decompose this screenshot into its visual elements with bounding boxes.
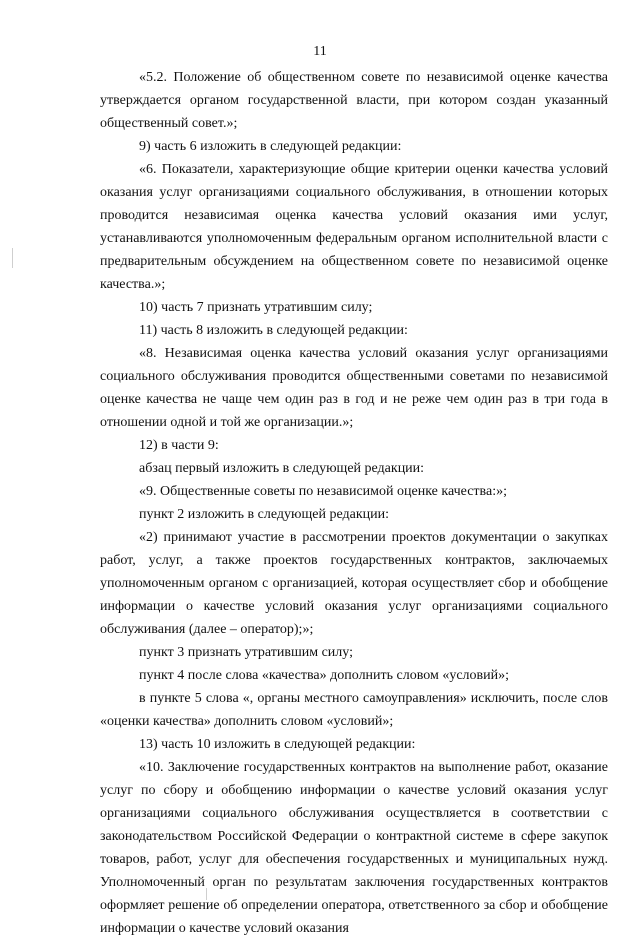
paragraph-part-9: «9. Общественные советы по независимой оценке качества:»;	[139, 484, 507, 499]
paragraph-item-10: 10) часть 7 признать утратившим силу;	[139, 300, 373, 315]
paragraph-punkt-2: пункт 2 изложить в следующей редакции:	[139, 507, 389, 522]
paragraph-5-2: «5.2. Положение об общественном совете по независимой оценке качества утверждается органом государственной власти, при котором создан указанный общественный совет.»;	[100, 70, 608, 131]
paragraph-part-6: «6. Показатели, характеризующие общие критерии оценки качества условий оказания услуг организациями социального обслуживания, в отношении которых проводится независимая оценка качества условий оказания ими услуг, устанавливаются уполномоченным федеральным органом исполнительной власти с предварительным обсуждением на общественном совете по независимой оценке качества.»;	[100, 162, 608, 292]
paragraph-punkt-3: пункт 3 признать утратившим силу;	[139, 645, 353, 660]
paragraph-item-13: 13) часть 10 изложить в следующей редакции:	[139, 737, 416, 752]
document-body	[100, 66, 608, 940]
paragraph-item-12: 12) в части 9:	[139, 438, 219, 453]
paragraph-punkt-5: в пункте 5 слова «, органы местного самоуправления» исключить, после слов «оценки качества» дополнить словом «условий»;	[100, 691, 608, 729]
paragraph-punkt-4: пункт 4 после слова «качества» дополнить словом «условий»;	[139, 668, 510, 683]
paragraph-item-9: 9) часть 6 изложить в следующей редакции:	[139, 139, 402, 154]
paragraph-part-10: «10. Заключение государственных контрактов на выполнение работ, оказание услуг по сбору и обобщению информации о качестве условий оказания услуг организациями социального обслуживания осуществляется в соответствии с законодательством Российской Федерации о контрактной системе в сфере закупок товаров, работ, услуг для обеспечения государственных и муниципальных нужд. Уполномоченный орган по результатам заключения государственных контрактов оформляет решение об определении оператора, ответственного за сбор и обобщение информации о качестве условий оказания	[100, 760, 608, 936]
paragraph-part-8: «8. Независимая оценка качества условий оказания услуг организациями социального обслуживания проводится общественными советами по независимой оценке качества не чаще чем один раз в год и не реже чем один раз в три года в отношении одной и той же организации.»;	[100, 346, 608, 430]
paragraph-first-abzac: абзац первый изложить в следующей редакции:	[139, 461, 425, 476]
paragraph-item-11: 11) часть 8 изложить в следующей редакции:	[139, 323, 408, 338]
scan-mark-left	[12, 248, 13, 268]
page-number: 11	[313, 44, 327, 59]
paragraph-punkt-2-text: «2) принимают участие в рассмотрении проектов документации о закупках работ, услуг, а также проектов государственных контрактов, заключаемых уполномоченным органом с организацией, которая осуществляет сбор и обобщение информации о качестве условий оказания услуг организациями социального обслуживания (далее – оператор);»;	[100, 530, 608, 637]
